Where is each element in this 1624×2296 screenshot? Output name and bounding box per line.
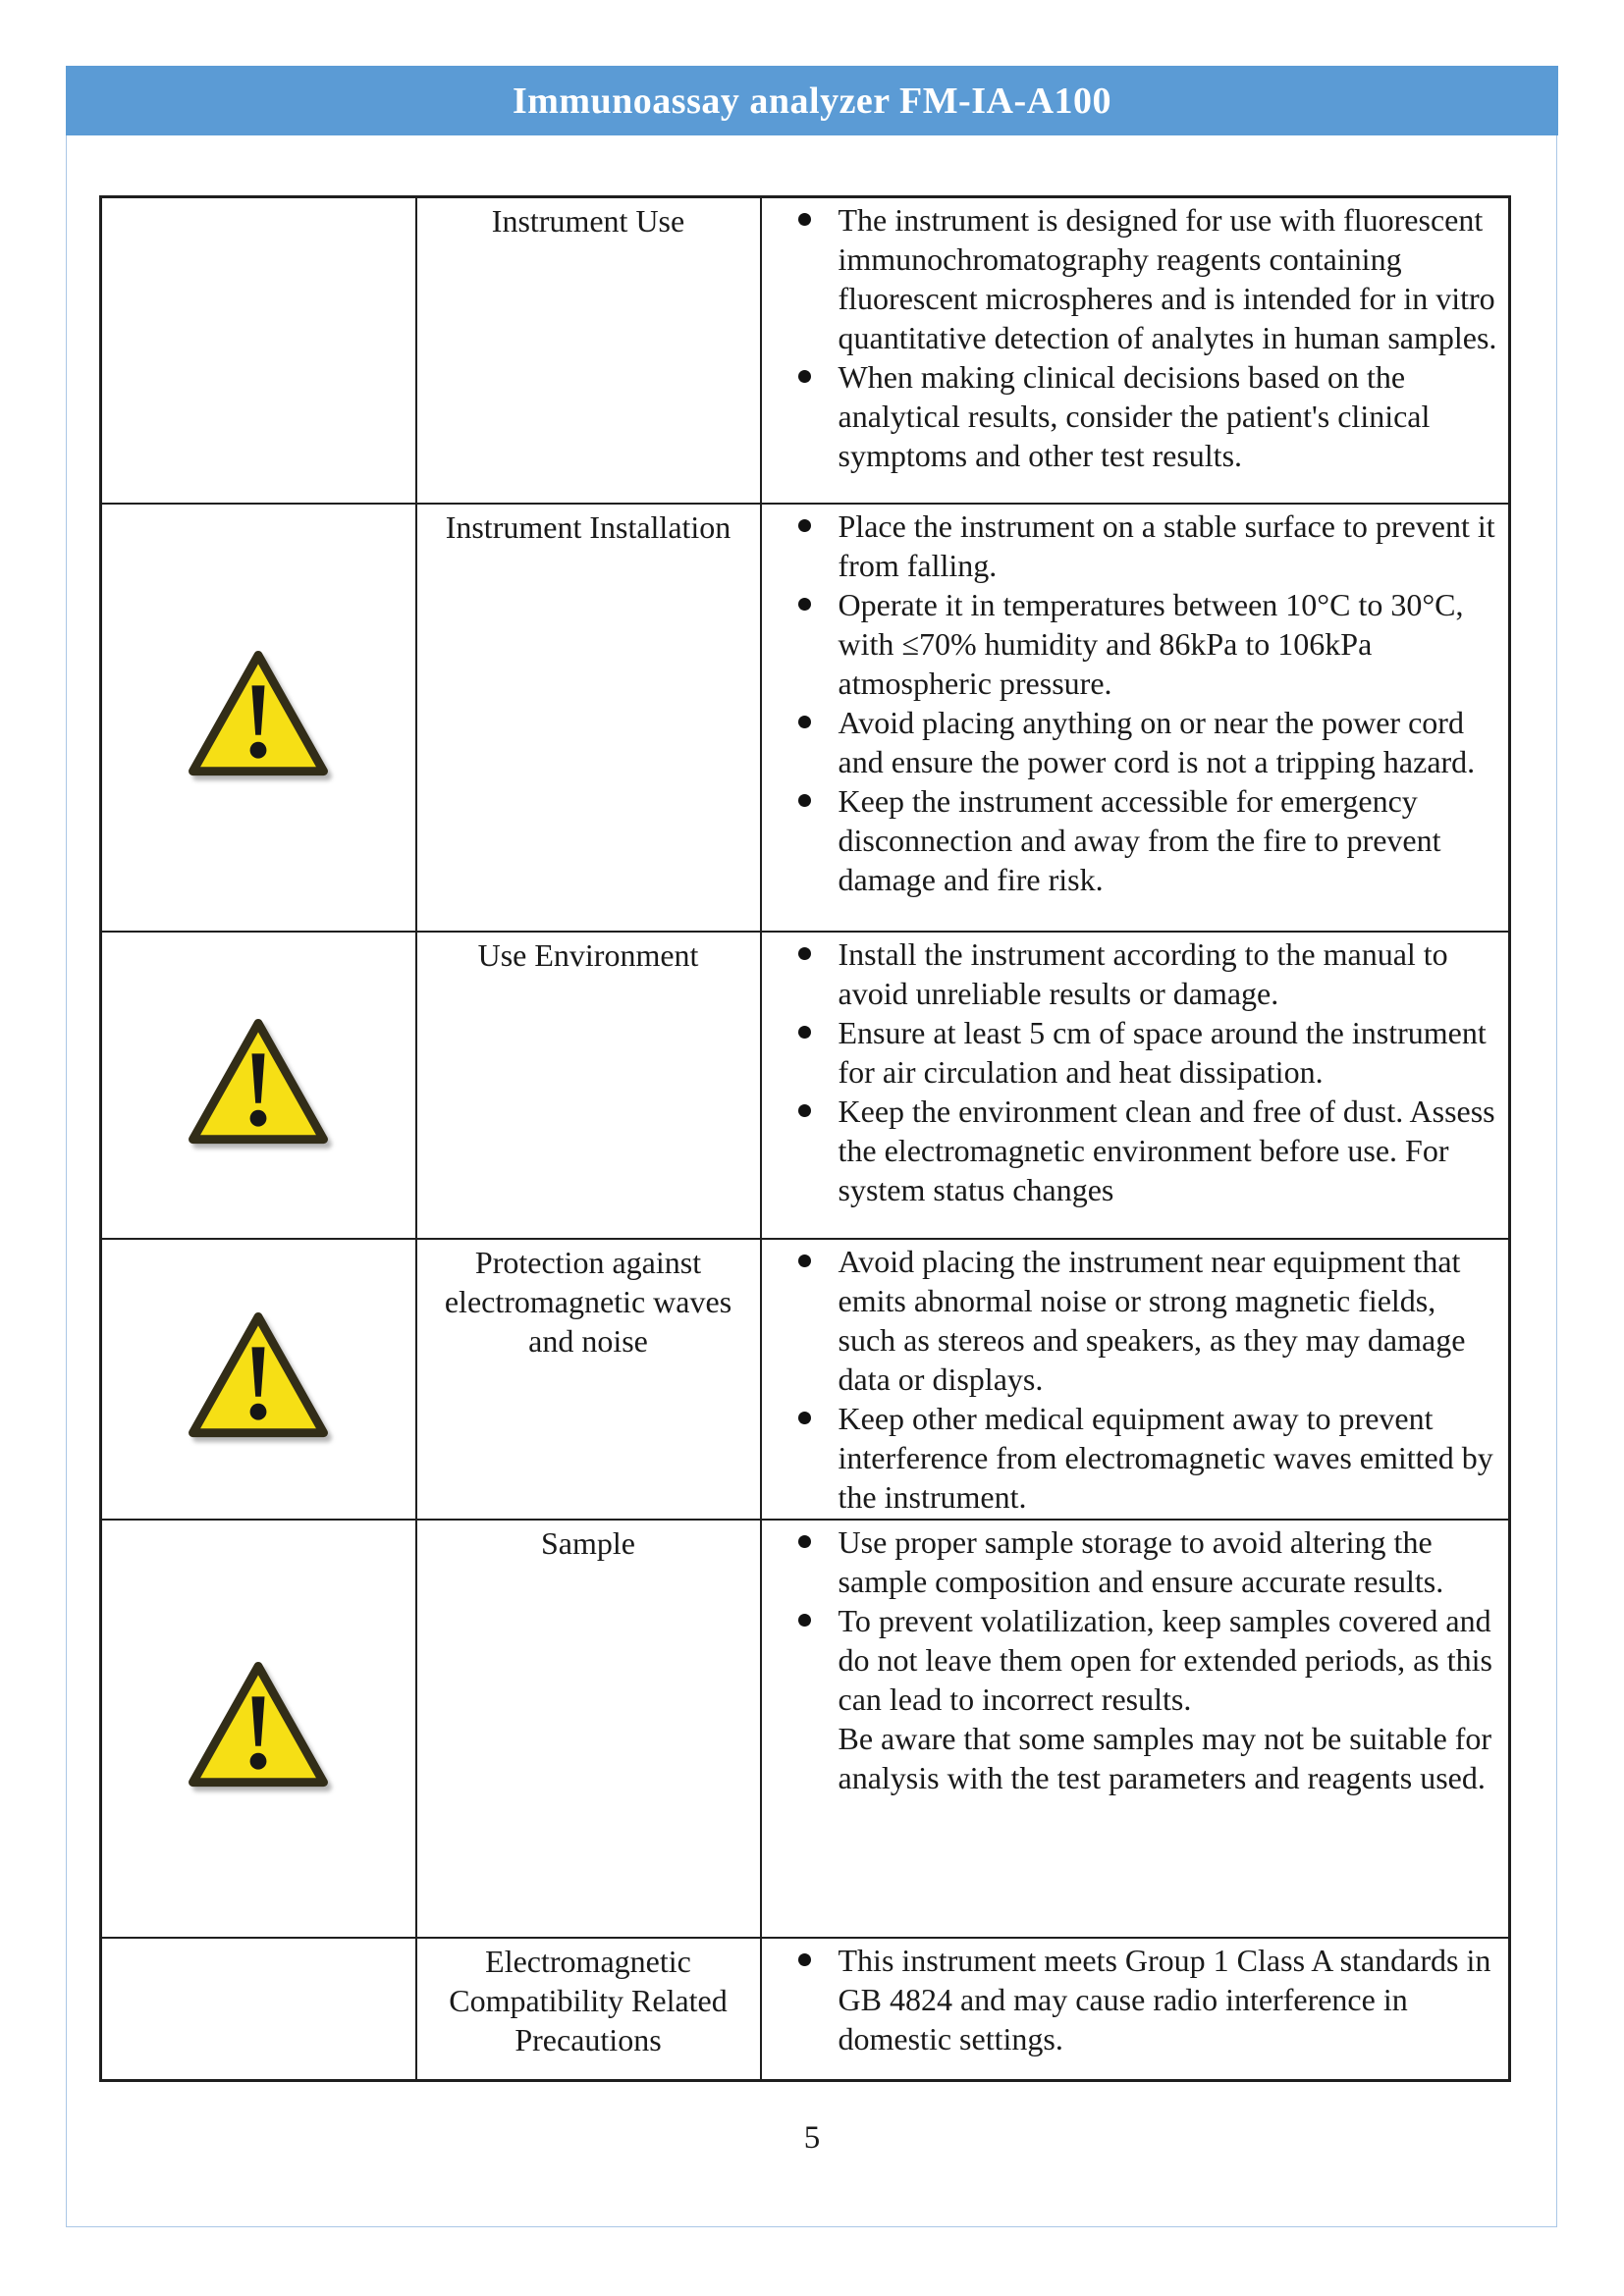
bullet-text: Be aware that some samples may not be suitable for analysis with the test parameters and reagents used. [838,1720,1492,1795]
label-cell [416,1938,761,2081]
table-row [101,504,1510,932]
bullet-dot [798,1535,811,1548]
bullet-text: Avoid placing anything on or near the power cord and ensure the power cord is not a tripping hazard. [838,704,1476,779]
bullet-text: Install the instrument according to the manual to avoid unreliable results or damage. [838,935,1448,1011]
bullet-item [762,781,1499,899]
icon-cell [101,932,416,1239]
bullet-dot [798,1412,811,1424]
bullet-dot [798,1614,811,1627]
content-cell [761,1938,1510,2081]
bullet-item [762,585,1499,703]
content-cell [761,504,1510,932]
label-cell [416,932,761,1239]
row-label: Protection against electromagnetic waves and noise [444,1244,732,1359]
bullet-item [762,1013,1499,1092]
bullet-item [762,200,1499,357]
label-cell [416,1239,761,1520]
bullet-dot [798,519,811,532]
safety-precautions-table [99,195,1511,2082]
page-number: 5 [803,2120,821,2156]
bullet-dot [798,370,811,383]
icon-cell [101,1520,416,1938]
bullet-item [762,934,1499,1013]
table-row [101,932,1510,1239]
bullet-dot [798,598,811,611]
bullet-item [762,357,1499,475]
content-cell [761,932,1510,1239]
row-label: Instrument Installation [445,508,731,545]
label-cell [416,197,761,504]
label-cell [416,1520,761,1938]
content-cell [761,1239,1510,1520]
bullet-item [762,1941,1499,2058]
bullet-dot [798,1255,811,1267]
bullet-item [762,1399,1499,1517]
bullet-text: Operate it in temperatures between 10°C to 30°C, with ≤70% humidity and 86kPa to 106kPa atmospheric pressure. [838,586,1464,701]
icon-cell [101,504,416,932]
icon-cell [101,1938,416,2081]
content-cell [761,1520,1510,1938]
row-label: Use Environment [477,936,699,973]
bullet-item [762,1601,1499,1719]
warning-triangle-icon [186,1659,331,1792]
icon-cell [101,197,416,504]
bullet-text: Keep the instrument accessible for emergency disconnection and away from the fire to prevent damage and fire risk. [838,782,1441,897]
bullet-text: This instrument meets Group 1 Class A standards in GB 4824 and may cause radio interference in domestic settings. [838,1942,1491,2056]
bullet-text: Ensure at least 5 cm of space around the instrument for air circulation and heat dissipation. [838,1014,1487,1090]
bullet-text: Keep other medical equipment away to prevent interference from electromagnetic waves emitted by the instrument. [838,1400,1493,1515]
bullet-item [762,507,1499,585]
table-row [101,197,1510,504]
document-header-bar [66,66,1558,135]
bullet-dot [798,1026,811,1039]
bullet-dot [798,213,811,226]
bullet-text: Use proper sample storage to avoid altering the sample composition and ensure accurate results. [838,1523,1444,1599]
warning-triangle-icon [186,1309,331,1443]
bullet-text: The instrument is designed for use with fluorescent immunochromatography reagents containing fluorescent microspheres and is intended for in vitro quantitative detection of analytes in human samples. [838,202,1497,355]
paragraph-item [762,1719,1499,1797]
page-title: Immunoassay analyzer FM-IA-A100 [512,80,1112,122]
bullet-dot [798,1104,811,1117]
table-row [101,1938,1510,2081]
bullet-item [762,1242,1499,1399]
bullet-dot [798,794,811,807]
row-label: Electromagnetic Compatibility Related Precautions [449,1943,728,2057]
safety-table-body [101,197,1510,2081]
bullet-text: Keep the environment clean and free of dust. Assess the electromagnetic environment before use. For system status changes [838,1093,1495,1207]
bullet-item [762,1522,1499,1601]
warning-triangle-icon [186,648,331,781]
icon-cell [101,1239,416,1520]
bullet-dot [798,716,811,728]
row-label: Instrument Use [491,203,685,239]
label-cell [416,504,761,932]
table-row [101,1239,1510,1520]
bullet-dot [798,1953,811,1966]
row-label: Sample [541,1524,635,1561]
warning-triangle-icon [186,1016,331,1149]
table-row [101,1520,1510,1938]
bullet-text: Place the instrument on a stable surface to prevent it from falling. [838,507,1495,583]
bullet-text: When making clinical decisions based on the analytical results, consider the patient's clinical symptoms and other test results. [838,359,1431,473]
bullet-text: Avoid placing the instrument near equipment that emits abnormal noise or strong magnetic fields, such as stereos and speakers, as they may damage data or displays. [838,1243,1466,1397]
bullet-dot [798,947,811,960]
bullet-text: To prevent volatilization, keep samples covered and do not leave them open for extended periods, as this can lead to incorrect results. [838,1602,1492,1717]
bullet-item [762,703,1499,781]
bullet-item [762,1092,1499,1209]
content-cell [761,197,1510,504]
